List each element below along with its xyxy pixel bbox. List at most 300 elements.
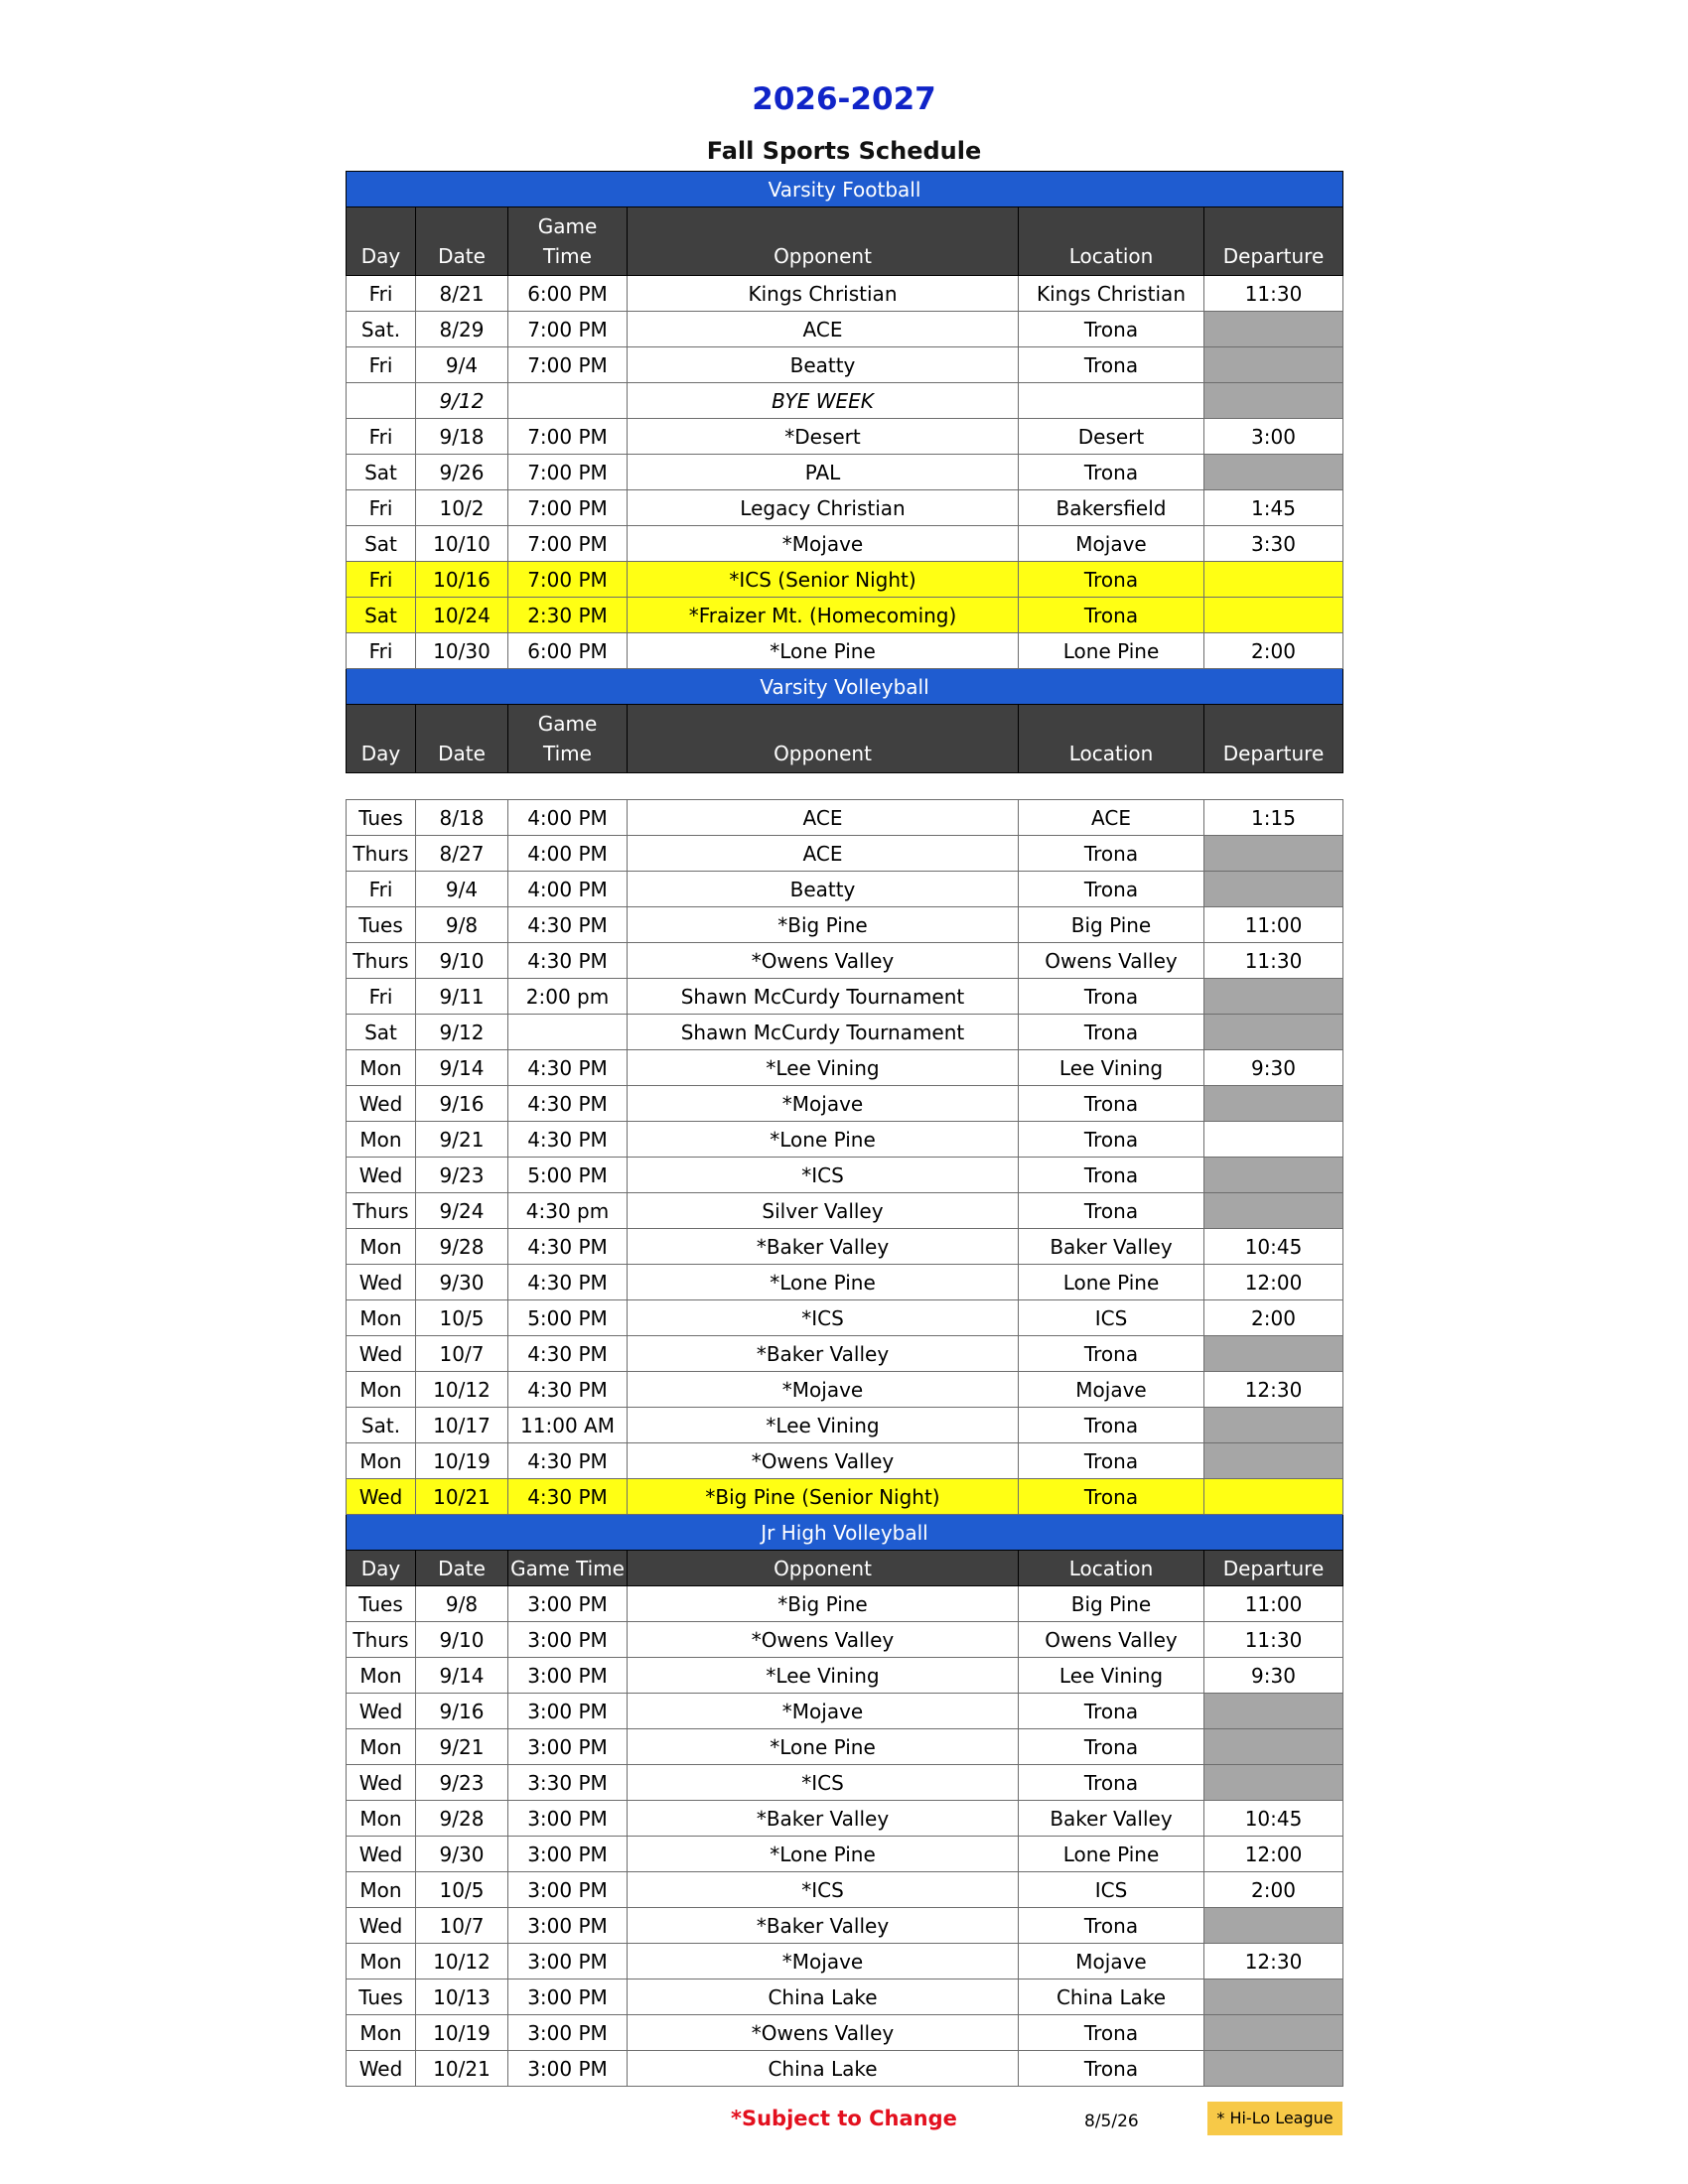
cell-location: China Lake (1019, 1979, 1204, 2015)
cell-departure (1204, 1408, 1343, 1443)
table-row (347, 1658, 1343, 1694)
column-header-departure: Departure (1204, 705, 1343, 773)
cell-game-time: 3:00 PM (508, 2051, 628, 2087)
cell-date: 9/4 (416, 347, 508, 383)
cell-opponent: *Mojave (628, 1372, 1019, 1408)
cell-date: 9/23 (416, 1765, 508, 1801)
cell-departure (1204, 2015, 1343, 2051)
cell-date: 9/24 (416, 1193, 508, 1229)
cell-opponent: *Mojave (628, 1086, 1019, 1122)
cell-location: Big Pine (1019, 907, 1204, 943)
cell-departure (1204, 1979, 1343, 2015)
cell-departure: 11:30 (1204, 276, 1343, 312)
cell-day (347, 383, 416, 419)
cell-opponent: ACE (628, 312, 1019, 347)
cell-departure: 9:30 (1204, 1658, 1343, 1694)
table-row (347, 1801, 1343, 1837)
cell-opponent: *ICS (628, 1300, 1019, 1336)
cell-location: Trona (1019, 312, 1204, 347)
cell-date: 10/16 (416, 562, 508, 598)
table-row (347, 2015, 1343, 2051)
table-row (347, 907, 1343, 943)
cell-date: 9/14 (416, 1658, 508, 1694)
cell-location: Trona (1019, 2051, 1204, 2087)
cell-game-time: 3:00 PM (508, 1837, 628, 1872)
cell-opponent: *ICS (628, 1765, 1019, 1801)
cell-opponent: *Lone Pine (628, 1837, 1019, 1872)
schedule-table-container (346, 171, 1342, 2087)
cell-date: 10/2 (416, 490, 508, 526)
table-row (347, 1872, 1343, 1908)
cell-day: Sat (347, 455, 416, 490)
cell-date: 10/12 (416, 1372, 508, 1408)
cell-departure: 11:00 (1204, 907, 1343, 943)
cell-game-time: 7:00 PM (508, 490, 628, 526)
cell-opponent: *Mojave (628, 1944, 1019, 1979)
cell-opponent: *Baker Valley (628, 1336, 1019, 1372)
cell-opponent: China Lake (628, 2051, 1019, 2087)
cell-departure: 2:00 (1204, 1872, 1343, 1908)
cell-location: Trona (1019, 1479, 1204, 1515)
column-header-opponent: Opponent (628, 1551, 1019, 1586)
cell-location: ICS (1019, 1872, 1204, 1908)
table-row (347, 800, 1343, 836)
cell-departure (1204, 1193, 1343, 1229)
column-header-date: Date (416, 207, 508, 276)
column-header-day: Day (347, 705, 416, 773)
cell-date: 9/10 (416, 1622, 508, 1658)
cell-departure (1204, 1908, 1343, 1944)
cell-location: Lone Pine (1019, 633, 1204, 669)
cell-date: 10/12 (416, 1944, 508, 1979)
cell-location: Trona (1019, 562, 1204, 598)
cell-game-time: 6:00 PM (508, 276, 628, 312)
table-row (347, 1622, 1343, 1658)
table-row (347, 526, 1343, 562)
cell-day: Wed (347, 1086, 416, 1122)
cell-date: 10/24 (416, 598, 508, 633)
column-header-game-label: Game (537, 712, 598, 736)
table-row (347, 312, 1343, 347)
table-row (347, 419, 1343, 455)
cell-opponent: *Fraizer Mt. (Homecoming) (628, 598, 1019, 633)
table-row (347, 1479, 1343, 1515)
cell-game-time: 4:30 PM (508, 1479, 628, 1515)
cell-game-time: 3:00 PM (508, 1586, 628, 1622)
cell-game-time: 7:00 PM (508, 526, 628, 562)
section-title: Jr High Volleyball (347, 1515, 1343, 1551)
cell-location: Mojave (1019, 1944, 1204, 1979)
cell-day: Mon (347, 1872, 416, 1908)
cell-game-time: 6:00 PM (508, 633, 628, 669)
cell-date: 10/30 (416, 633, 508, 669)
cell-departure (1204, 1765, 1343, 1801)
column-header-departure: Departure (1204, 207, 1343, 276)
cell-game-time: 4:00 PM (508, 836, 628, 872)
schedule-title: Fall Sports Schedule (706, 137, 982, 165)
cell-game-time: 4:30 pm (508, 1193, 628, 1229)
cell-game-time: 4:00 PM (508, 872, 628, 907)
subject-to-change-note: *Subject to Change (731, 2107, 957, 2130)
cell-departure (1204, 979, 1343, 1015)
cell-game-time: 5:00 PM (508, 1300, 628, 1336)
cell-game-time: 3:00 PM (508, 1658, 628, 1694)
table-row (347, 1265, 1343, 1300)
cell-date: 9/8 (416, 1586, 508, 1622)
column-header-date: Date (416, 1551, 508, 1586)
cell-date: 9/11 (416, 979, 508, 1015)
cell-departure: 12:00 (1204, 1265, 1343, 1300)
cell-date: 10/5 (416, 1872, 508, 1908)
cell-day: Mon (347, 1372, 416, 1408)
cell-day: Fri (347, 872, 416, 907)
cell-opponent: Kings Christian (628, 276, 1019, 312)
table-row (347, 562, 1343, 598)
column-header-location: Location (1019, 207, 1204, 276)
cell-day: Mon (347, 1944, 416, 1979)
cell-date: 9/12 (416, 383, 508, 419)
cell-departure: 10:45 (1204, 1801, 1343, 1837)
cell-game-time: 5:00 PM (508, 1158, 628, 1193)
cell-date: 10/10 (416, 526, 508, 562)
cell-date: 9/16 (416, 1694, 508, 1729)
column-header-opponent: Opponent (628, 705, 1019, 773)
cell-date: 9/12 (416, 1015, 508, 1050)
table-row (347, 1765, 1343, 1801)
cell-opponent: Beatty (628, 347, 1019, 383)
cell-game-time: 2:00 pm (508, 979, 628, 1015)
cell-opponent: *Baker Valley (628, 1801, 1019, 1837)
cell-location: Lone Pine (1019, 1265, 1204, 1300)
column-header-departure: Departure (1204, 1551, 1343, 1586)
cell-opponent: *Big Pine (628, 1586, 1019, 1622)
table-row (347, 455, 1343, 490)
cell-date: 8/27 (416, 836, 508, 872)
cell-game-time: 4:30 PM (508, 1229, 628, 1265)
cell-departure: 12:30 (1204, 1372, 1343, 1408)
cell-opponent: *Big Pine (628, 907, 1019, 943)
cell-location: Lee Vining (1019, 1658, 1204, 1694)
cell-departure (1204, 836, 1343, 872)
column-header-game-label: Game (537, 214, 598, 238)
cell-location: Trona (1019, 1193, 1204, 1229)
cell-departure (1204, 1443, 1343, 1479)
cell-location: Baker Valley (1019, 1229, 1204, 1265)
table-row (347, 1408, 1343, 1443)
cell-day: Fri (347, 419, 416, 455)
cell-departure: 3:00 (1204, 419, 1343, 455)
cell-location: Trona (1019, 347, 1204, 383)
cell-departure (1204, 1086, 1343, 1122)
cell-opponent: China Lake (628, 1979, 1019, 2015)
table-row (347, 1944, 1343, 1979)
cell-game-time: 3:00 PM (508, 1979, 628, 2015)
cell-game-time: 7:00 PM (508, 419, 628, 455)
cell-game-time: 7:00 PM (508, 347, 628, 383)
cell-day: Wed (347, 2051, 416, 2087)
cell-date: 9/18 (416, 419, 508, 455)
cell-opponent: *Lee Vining (628, 1408, 1019, 1443)
section-title-bar (347, 669, 1343, 705)
cell-location: Trona (1019, 1694, 1204, 1729)
column-header-game-time: Game Time (508, 1551, 628, 1586)
cell-date: 9/28 (416, 1801, 508, 1837)
cell-opponent: Silver Valley (628, 1193, 1019, 1229)
cell-location: Mojave (1019, 1372, 1204, 1408)
table-row (347, 1229, 1343, 1265)
column-header-opponent: Opponent (628, 207, 1019, 276)
table-row (347, 1050, 1343, 1086)
cell-departure (1204, 312, 1343, 347)
cell-day: Wed (347, 1908, 416, 1944)
cell-day: Wed (347, 1265, 416, 1300)
table-row (347, 490, 1343, 526)
cell-location: Trona (1019, 1336, 1204, 1372)
cell-day: Fri (347, 347, 416, 383)
cell-location: Trona (1019, 1908, 1204, 1944)
cell-game-time: 4:30 PM (508, 943, 628, 979)
table-row (347, 1015, 1343, 1050)
cell-day: Tues (347, 907, 416, 943)
cell-game-time (508, 383, 628, 419)
cell-opponent: *Lee Vining (628, 1050, 1019, 1086)
cell-departure (1204, 1336, 1343, 1372)
cell-location: Lee Vining (1019, 1050, 1204, 1086)
column-header-game-time (508, 207, 628, 276)
cell-departure: 2:00 (1204, 1300, 1343, 1336)
cell-date: 10/19 (416, 2015, 508, 2051)
cell-location: Baker Valley (1019, 1801, 1204, 1837)
cell-departure: 9:30 (1204, 1050, 1343, 1086)
table-row (347, 872, 1343, 907)
cell-departure (1204, 872, 1343, 907)
cell-opponent: *Baker Valley (628, 1908, 1019, 1944)
cell-day: Sat. (347, 1408, 416, 1443)
column-header-time-label: Time (543, 244, 592, 268)
cell-date: 9/21 (416, 1729, 508, 1765)
cell-opponent: BYE WEEK (628, 383, 1019, 419)
cell-day: Fri (347, 633, 416, 669)
cell-location: Trona (1019, 979, 1204, 1015)
cell-opponent: *Baker Valley (628, 1229, 1019, 1265)
cell-day: Thurs (347, 1193, 416, 1229)
cell-day: Tues (347, 1586, 416, 1622)
cell-day: Sat (347, 598, 416, 633)
table-row (347, 836, 1343, 872)
column-header-game-time (508, 705, 628, 773)
cell-date: 10/13 (416, 1979, 508, 2015)
column-header-day: Day (347, 207, 416, 276)
cell-location: Mojave (1019, 526, 1204, 562)
table-row (347, 1586, 1343, 1622)
cell-opponent: *Owens Valley (628, 1622, 1019, 1658)
schedule-year: 2026-2027 (752, 81, 936, 117)
cell-opponent: *Desert (628, 419, 1019, 455)
column-header-row (347, 1551, 1343, 1586)
section-title-bar (347, 1515, 1343, 1551)
cell-day: Fri (347, 490, 416, 526)
cell-opponent: *Lone Pine (628, 633, 1019, 669)
cell-day: Mon (347, 1658, 416, 1694)
cell-date: 9/4 (416, 872, 508, 907)
cell-day: Tues (347, 1979, 416, 2015)
cell-date: 8/21 (416, 276, 508, 312)
column-header-time-label: Time (543, 742, 592, 765)
cell-location: Owens Valley (1019, 943, 1204, 979)
cell-game-time: 4:30 PM (508, 1372, 628, 1408)
table-row (347, 598, 1343, 633)
section-spacer-cell (347, 773, 1343, 800)
cell-departure (1204, 1729, 1343, 1765)
cell-date: 9/16 (416, 1086, 508, 1122)
cell-departure (1204, 383, 1343, 419)
table-row (347, 347, 1343, 383)
cell-day: Wed (347, 1479, 416, 1515)
table-row (347, 1300, 1343, 1336)
cell-day: Wed (347, 1336, 416, 1372)
cell-game-time: 11:00 AM (508, 1408, 628, 1443)
cell-location: Trona (1019, 2015, 1204, 2051)
cell-day: Sat (347, 526, 416, 562)
section-spacer (347, 773, 1343, 800)
cell-day: Wed (347, 1837, 416, 1872)
cell-day: Sat (347, 1015, 416, 1050)
cell-day: Mon (347, 1801, 416, 1837)
cell-game-time: 3:00 PM (508, 1622, 628, 1658)
cell-day: Fri (347, 276, 416, 312)
cell-departure (1204, 1694, 1343, 1729)
table-row (347, 1908, 1343, 1944)
cell-departure (1204, 347, 1343, 383)
table-row (347, 1443, 1343, 1479)
table-row (347, 1729, 1343, 1765)
cell-game-time: 4:30 PM (508, 1443, 628, 1479)
cell-opponent: *Mojave (628, 1694, 1019, 1729)
section-title-bar (347, 172, 1343, 207)
cell-game-time (508, 1015, 628, 1050)
cell-game-time: 4:00 PM (508, 800, 628, 836)
cell-day: Thurs (347, 1622, 416, 1658)
cell-location: Trona (1019, 872, 1204, 907)
cell-location: Big Pine (1019, 1586, 1204, 1622)
cell-date: 9/30 (416, 1265, 508, 1300)
cell-game-time: 7:00 PM (508, 312, 628, 347)
cell-game-time: 3:00 PM (508, 1694, 628, 1729)
cell-departure (1204, 598, 1343, 633)
cell-opponent: *ICS (628, 1872, 1019, 1908)
cell-location: Trona (1019, 1408, 1204, 1443)
cell-departure (1204, 1122, 1343, 1158)
cell-location: Trona (1019, 598, 1204, 633)
cell-date: 9/28 (416, 1229, 508, 1265)
table-row (347, 1372, 1343, 1408)
revision-date: 8/5/26 (1084, 2112, 1139, 2131)
cell-date: 9/30 (416, 1837, 508, 1872)
cell-date: 8/18 (416, 800, 508, 836)
cell-day: Mon (347, 1729, 416, 1765)
cell-date: 9/10 (416, 943, 508, 979)
cell-date: 9/14 (416, 1050, 508, 1086)
table-row (347, 1158, 1343, 1193)
table-row (347, 2051, 1343, 2087)
cell-location: Bakersfield (1019, 490, 1204, 526)
cell-game-time: 3:00 PM (508, 1872, 628, 1908)
table-row (347, 633, 1343, 669)
schedule-table (346, 171, 1343, 2087)
cell-location: Owens Valley (1019, 1622, 1204, 1658)
cell-day: Mon (347, 1122, 416, 1158)
cell-opponent: *Big Pine (Senior Night) (628, 1479, 1019, 1515)
cell-day: Wed (347, 1765, 416, 1801)
cell-date: 8/29 (416, 312, 508, 347)
cell-departure: 12:00 (1204, 1837, 1343, 1872)
cell-day: Mon (347, 1443, 416, 1479)
section-title: Varsity Football (347, 172, 1343, 207)
table-row (347, 1336, 1343, 1372)
cell-game-time: 3:00 PM (508, 1729, 628, 1765)
cell-departure: 2:00 (1204, 633, 1343, 669)
table-row (347, 276, 1343, 312)
cell-game-time: 3:00 PM (508, 1944, 628, 1979)
cell-opponent: *Lone Pine (628, 1729, 1019, 1765)
table-row (347, 1086, 1343, 1122)
cell-location: Trona (1019, 1086, 1204, 1122)
cell-departure: 1:45 (1204, 490, 1343, 526)
section-title: Varsity Volleyball (347, 669, 1343, 705)
cell-opponent: *ICS (Senior Night) (628, 562, 1019, 598)
cell-departure (1204, 1015, 1343, 1050)
cell-date: 10/17 (416, 1408, 508, 1443)
cell-game-time: 4:30 PM (508, 1336, 628, 1372)
cell-game-time: 7:00 PM (508, 455, 628, 490)
table-row (347, 1837, 1343, 1872)
cell-opponent: *Owens Valley (628, 2015, 1019, 2051)
cell-date: 9/26 (416, 455, 508, 490)
column-header-date: Date (416, 705, 508, 773)
cell-location: Trona (1019, 1443, 1204, 1479)
cell-game-time: 3:00 PM (508, 1908, 628, 1944)
table-row (347, 979, 1343, 1015)
cell-opponent: *Owens Valley (628, 1443, 1019, 1479)
cell-opponent: *Lone Pine (628, 1122, 1019, 1158)
column-header-location: Location (1019, 1551, 1204, 1586)
cell-departure (1204, 2051, 1343, 2087)
cell-opponent: Shawn McCurdy Tournament (628, 1015, 1019, 1050)
cell-day: Thurs (347, 836, 416, 872)
cell-departure (1204, 562, 1343, 598)
cell-departure (1204, 1479, 1343, 1515)
cell-day: Mon (347, 1050, 416, 1086)
cell-opponent: *Lone Pine (628, 1265, 1019, 1300)
cell-opponent: *Lee Vining (628, 1658, 1019, 1694)
cell-opponent: *ICS (628, 1158, 1019, 1193)
cell-opponent: ACE (628, 836, 1019, 872)
cell-location: ICS (1019, 1300, 1204, 1336)
cell-departure: 11:00 (1204, 1586, 1343, 1622)
cell-location: ACE (1019, 800, 1204, 836)
cell-departure: 11:30 (1204, 943, 1343, 979)
cell-date: 10/21 (416, 2051, 508, 2087)
cell-day: Thurs (347, 943, 416, 979)
cell-departure: 12:30 (1204, 1944, 1343, 1979)
cell-date: 10/7 (416, 1908, 508, 1944)
cell-opponent: Legacy Christian (628, 490, 1019, 526)
table-row (347, 1193, 1343, 1229)
cell-game-time: 4:30 PM (508, 1265, 628, 1300)
cell-game-time: 2:30 PM (508, 598, 628, 633)
cell-date: 10/19 (416, 1443, 508, 1479)
cell-date: 10/5 (416, 1300, 508, 1336)
